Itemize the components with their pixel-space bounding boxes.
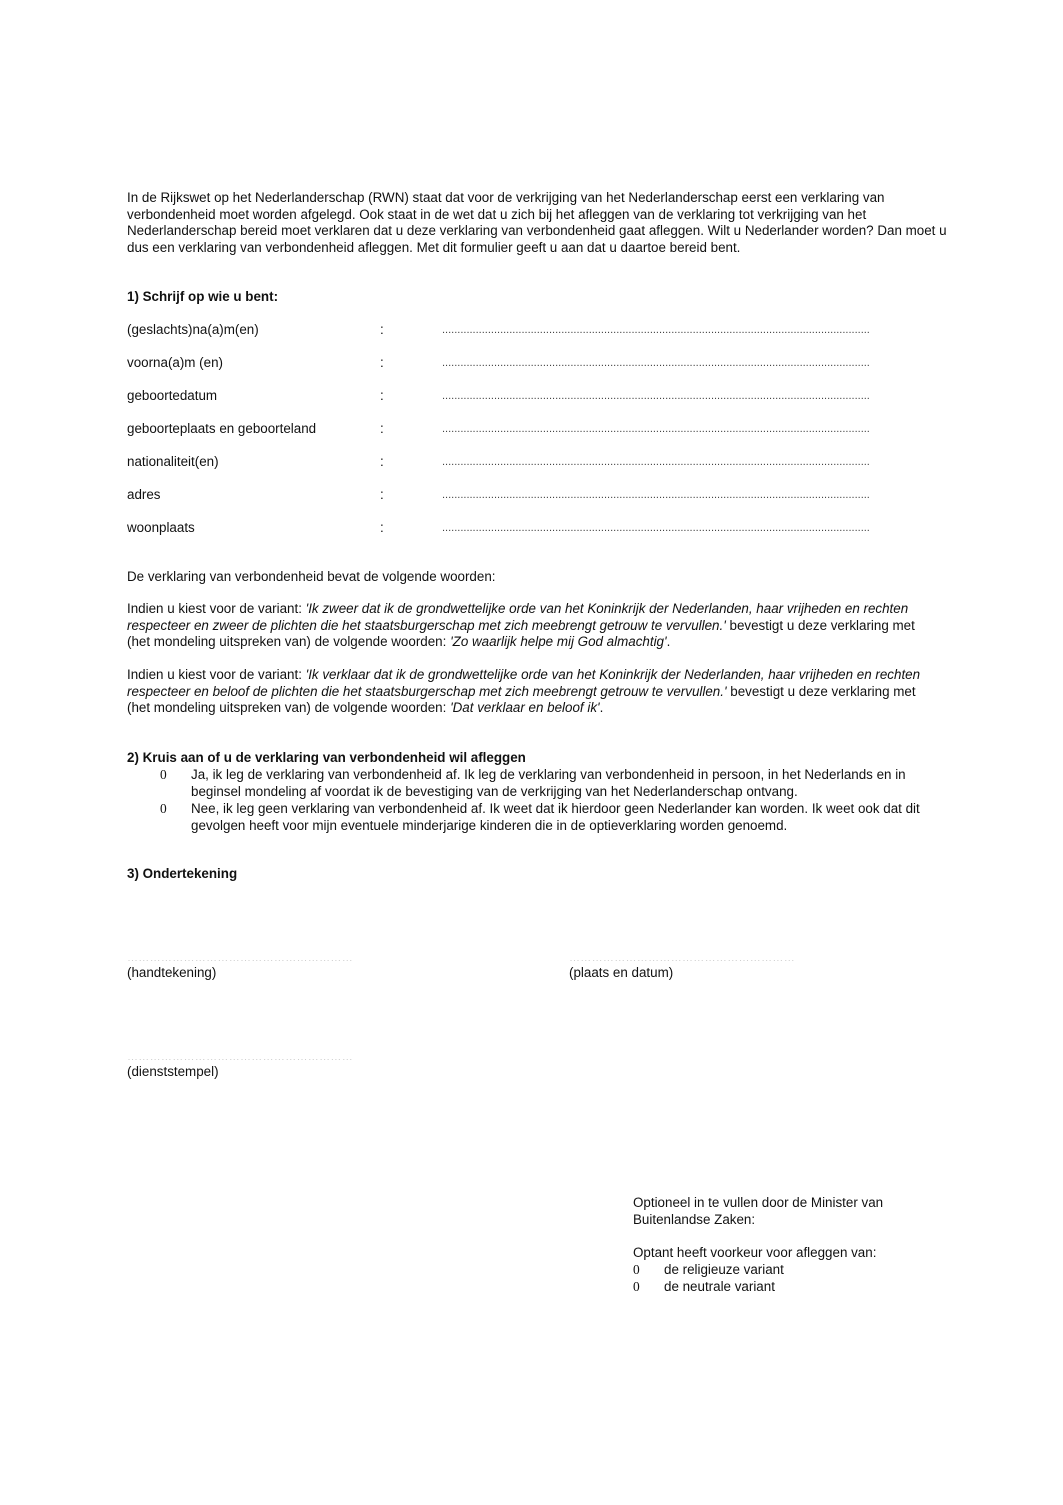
field-row-birthdate	[127, 388, 897, 405]
variant-middle: bevestigt u deze verklaring met (het mondeling uitspreken van) de volgende woorden:	[127, 683, 916, 716]
field-colon: :	[380, 388, 384, 403]
variant-middle: bevestigt u deze verklaring met (het mondeling uitspreken van) de volgende woorden:	[127, 617, 915, 650]
birthplace-input-line[interactable]: ............................................................................................................................................	[442, 423, 870, 435]
section2-heading: 2) Kruis aan of u de verklaring van verbondenheid wil afleggen	[127, 750, 526, 765]
minister-line2: Buitenlandse Zaken:	[633, 1212, 756, 1227]
variant-closing: 'Zo waarlijk helpe mij God almachtig'	[450, 634, 667, 650]
neutral-variant-label: de neutrale variant	[664, 1279, 775, 1294]
religious-variant-checkbox[interactable]: 0	[633, 1262, 640, 1277]
option-yes-text: Ja, ik leg de verklaring van verbondenheid af. Ik leg de verklaring van verbondenheid in persoon, in het Nederlands en in beginsel mondeling af voordat ik de bevestiging van de verkrijging van het Nederlanderschap ontvang.	[191, 767, 906, 799]
declaration-variant-neutral	[127, 667, 937, 717]
field-row-birthplace	[127, 421, 897, 438]
field-colon: :	[380, 520, 384, 535]
stamp-line[interactable]: ……………………………………………………	[127, 1052, 353, 1060]
field-row-nationality	[127, 454, 897, 471]
birthdate-input-line[interactable]: ............................................................................................................................................	[442, 390, 870, 402]
stamp-label: (dienststempel)	[127, 1064, 219, 1079]
nationality-input-line[interactable]: ............................................................................................................................................	[442, 456, 870, 468]
field-colon: :	[380, 454, 384, 469]
field-colon: :	[380, 421, 384, 436]
neutral-variant-checkbox[interactable]: 0	[633, 1279, 640, 1294]
place-date-line[interactable]: ……………………………………………………	[569, 953, 795, 961]
option-no-text: Nee, ik leg geen verklaring van verbondenheid af. Ik weet dat ik hierdoor geen Nederlander kan worden. Ik weet ook dat dit gevolgen heeft voor mijn eventuele minderjarige kinderen die in de optieverklaring worden genoemd.	[191, 801, 920, 833]
declaration-intro: De verklaring van verbondenheid bevat de volgende woorden:	[127, 569, 496, 584]
field-label: woonplaats	[127, 520, 195, 535]
field-label: (geslachts)na(a)m(en)	[127, 322, 259, 337]
section3-heading: 3) Ondertekening	[127, 866, 238, 881]
option-no-checkbox[interactable]: 0	[160, 801, 167, 816]
variant-prefix: Indien u kiest voor de variant:	[127, 601, 306, 616]
variant-closing: 'Dat verklaar en beloof ik'	[450, 700, 600, 716]
variant-quote: 'Ik zweer dat ik de grondwettelijke orde van het Koninkrijk der Nederlanden, haar vrijheden en rechten respecteer en zweer de plichten die het staatsburgerschap met zich meebrengt getrouw te vervullen.'	[127, 601, 909, 633]
preference-label: Optant heeft voorkeur voor afleggen van:	[633, 1245, 877, 1260]
minister-line1: Optioneel in te vullen door de Minister van	[633, 1195, 884, 1210]
signature-line[interactable]: ……………………………………………………	[127, 953, 353, 961]
field-label: nationaliteit(en)	[127, 454, 219, 469]
field-label: geboorteplaats en geboorteland	[127, 421, 317, 436]
field-label: voorna(a)m (en)	[127, 355, 223, 370]
field-row-residence	[127, 520, 897, 537]
address-input-line[interactable]: ............................................................................................................................................	[442, 489, 870, 501]
field-colon: :	[380, 487, 384, 502]
declaration-variant-religious	[127, 601, 937, 651]
field-label: adres	[127, 487, 161, 502]
variant-quote: 'Ik verklaar dat ik de grondwettelijke orde van het Koninkrijk der Nederlanden, haar vrijheden en rechten respecteer en beloof de plichten die het staatsburgerschap met zich meebrengt getrouw te vervullen.'	[127, 667, 921, 699]
surname-input-line[interactable]: ............................................................................................................................................	[442, 324, 870, 336]
variant-end: .	[666, 634, 671, 650]
religious-variant-label: de religieuze variant	[664, 1262, 784, 1277]
field-colon: :	[380, 355, 384, 370]
field-label: geboortedatum	[127, 388, 218, 403]
option-yes-checkbox[interactable]: 0	[160, 767, 167, 782]
place-date-label: (plaats en datum)	[569, 965, 674, 980]
variant-end: .	[599, 700, 604, 716]
signature-label: (handtekening)	[127, 965, 217, 980]
variant-prefix: Indien u kiest voor de variant:	[127, 667, 306, 682]
firstnames-input-line[interactable]: ............................................................................................................................................	[442, 357, 870, 369]
field-colon: :	[380, 322, 384, 337]
field-row-address	[127, 487, 897, 504]
intro-paragraph: In de Rijkswet op het Nederlanderschap (RWN) staat dat voor de verkrijging van het Nederlanderschap eerst een verklaring van verbondenheid moet worden afgelegd. Ook staat in de wet dat u zich bij het afleggen van de verklaring tot verkrijging van het Nederlanderschap bereid moet verklaren dat u deze verklaring van verbondenheid gaat afleggen. Wilt u Nederlander worden? Dan moet u dus een verklaring van verbondenheid afleggen. Met dit formulier geeft u aan dat u daartoe bereid bent.	[127, 190, 947, 255]
field-row-firstnames	[127, 355, 897, 372]
field-row-surname	[127, 322, 897, 339]
section1-heading: 1) Schrijf op wie u bent:	[127, 289, 279, 304]
residence-input-line[interactable]: ............................................................................................................................................	[442, 522, 870, 534]
